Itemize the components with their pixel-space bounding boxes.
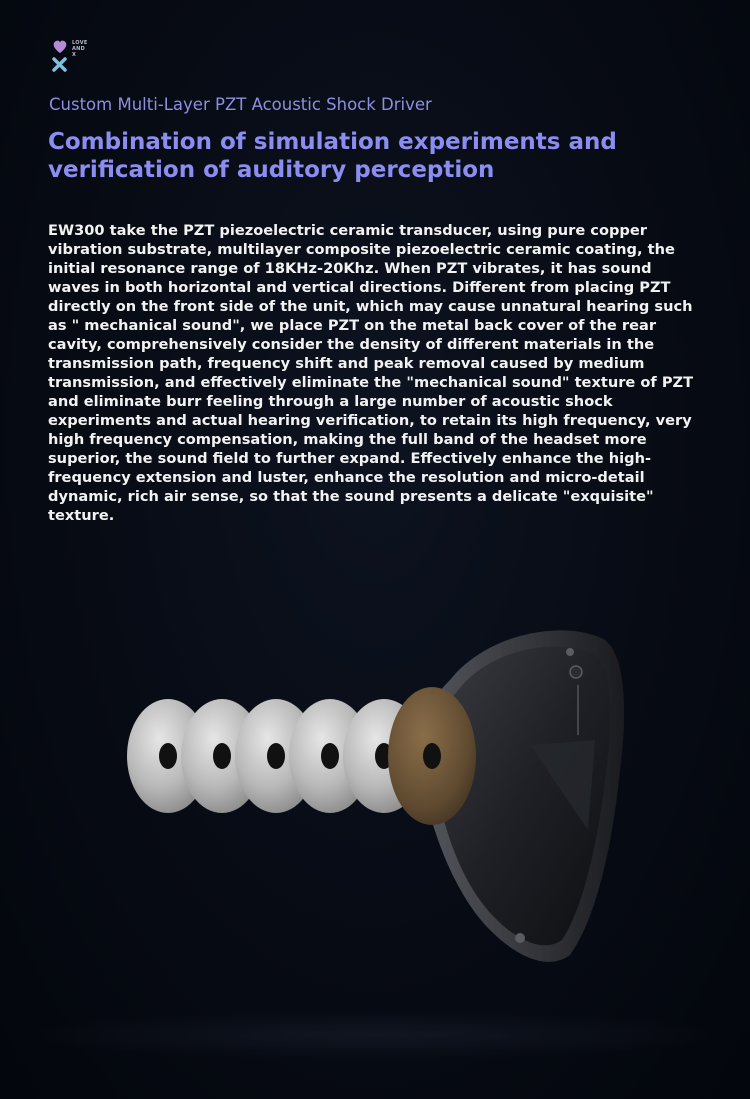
disc-hole — [423, 743, 441, 769]
driver-illustration — [100, 600, 660, 1000]
brand-wordmark — [72, 40, 88, 58]
brand-line: X — [72, 52, 77, 58]
section-eyebrow: Custom Multi-Layer PZT Acoustic Shock Driver — [49, 95, 432, 114]
brand-line: AND — [72, 46, 86, 52]
headline-line-2: verification of auditory perception — [48, 157, 495, 183]
section-body: EW300 take the PZT piezoelectric ceramic transducer, using pure copper vibration substrate, multilayer composite piezoelectric ceramic coating, the initial resonance range of 18KHz-20Khz. When PZT vibrates, it has sound waves in both horizontal and vertical directions. Different from placing PZT directly on the front side of the unit, which may cause unnatural hearing such as " mechanical sound", we place PZT on the metal back cover of the rear cavity, comprehensively consider the density of different materials in the transmission path, frequency shift and peak removal caused by medium transmission, and effectively eliminate the "mechanical sound" texture of PZT and eliminate burr feeling through a large number of acoustic shock experiments and actual hearing verification, to retain its high frequency, very high frequency compensation, making the full band of the headset more superior, the sound field to further expand. Effectively enhance the high-frequency extension and luster, enhance the resolution and micro-detail dynamic, rich air sense, so that the sound presents a delicate "exquisite" texture. — [48, 222, 694, 524]
floor-shadow — [20, 1010, 730, 1060]
brand-line: LOVE — [72, 40, 88, 46]
headline-line-1: Combination of simulation experiments and — [48, 129, 617, 155]
disc-hole — [213, 743, 231, 769]
disc-stack — [127, 687, 476, 825]
disc-hole — [321, 743, 339, 769]
disc-hole — [267, 743, 285, 769]
disc-hole — [159, 743, 177, 769]
section-headline — [48, 128, 708, 184]
